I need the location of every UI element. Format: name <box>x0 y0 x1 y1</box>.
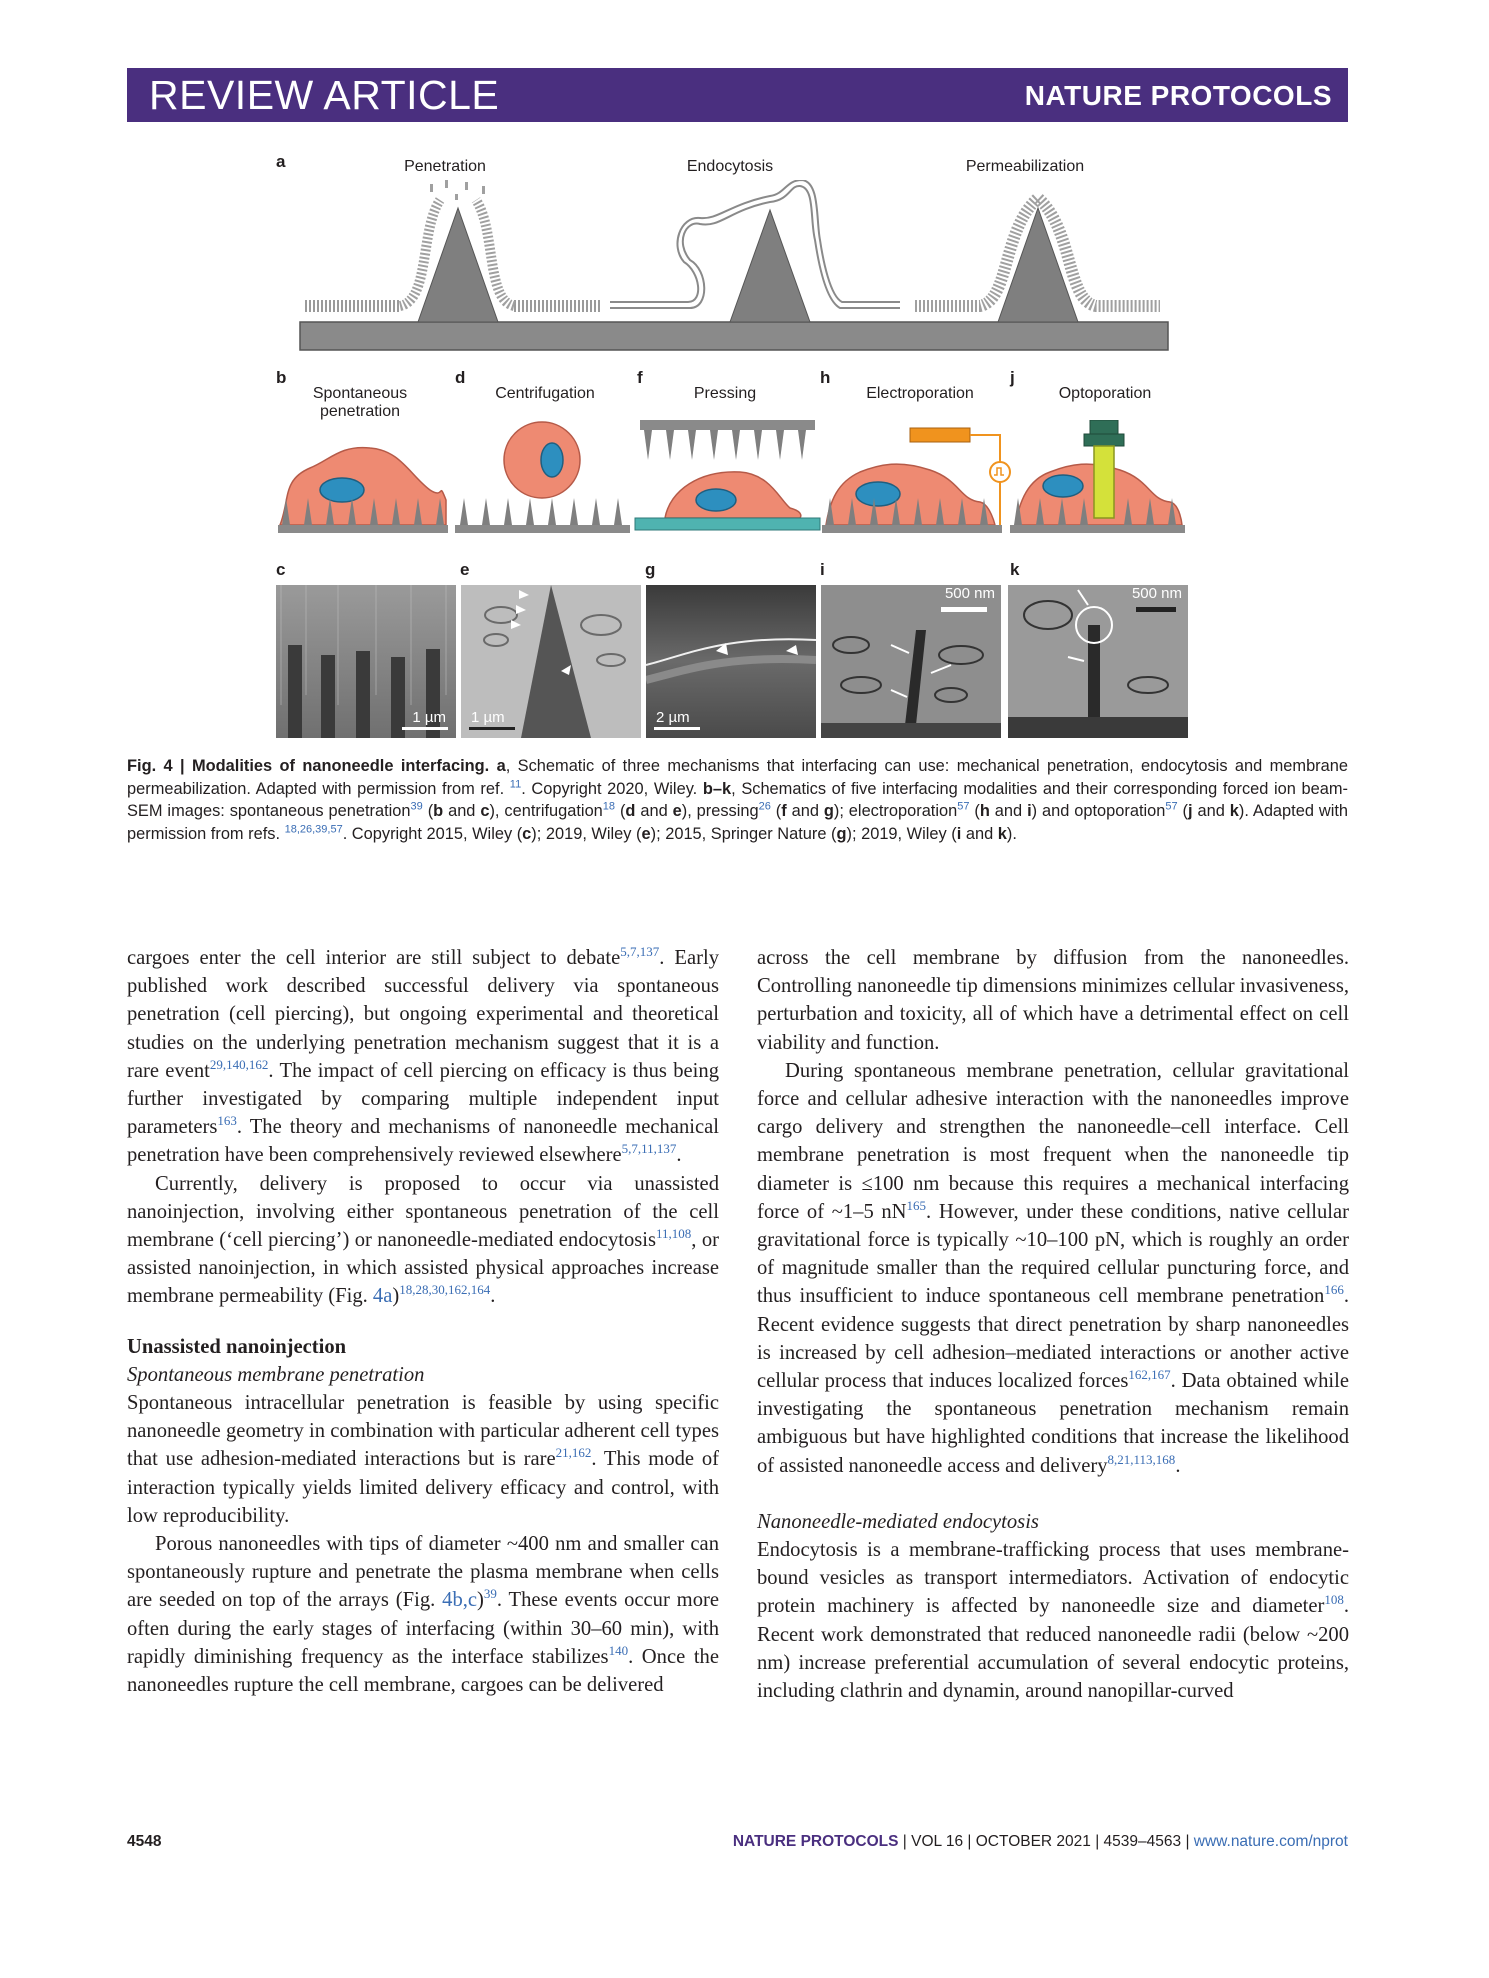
citation[interactable]: 108 <box>1324 1592 1344 1608</box>
scale-i: 500 nm <box>944 585 995 602</box>
citation[interactable]: 57 <box>957 800 970 813</box>
citation[interactable]: 166 <box>1324 1282 1344 1298</box>
citation[interactable]: 39 <box>483 1586 497 1602</box>
panel-b-title: Spontaneous penetration <box>312 385 408 420</box>
figure-link[interactable]: 4b,c <box>442 1589 478 1612</box>
figure-link[interactable]: 4a <box>372 1285 393 1308</box>
panel-label-g: g <box>645 560 656 579</box>
panel-label-j: j <box>1010 368 1015 387</box>
article-type: REVIEW ARTICLE <box>149 72 500 118</box>
scale-e: 1 µm <box>471 709 505 726</box>
citation[interactable]: 18,26,39,57 <box>284 823 343 836</box>
footer-info: NATURE PROTOCOLS | VOL 16 | OCTOBER 2021 | 4539–4563 | www.nature.com/nprot <box>732 1833 1348 1850</box>
right-column <box>757 944 1349 1705</box>
journal-url[interactable]: www.nature.com/nprot <box>1193 1833 1348 1850</box>
page-number: 4548 <box>127 1833 162 1850</box>
citation[interactable]: 39 <box>410 800 423 813</box>
citation[interactable]: 140 <box>608 1643 629 1659</box>
panel-label-f: f <box>637 368 643 387</box>
schematic-centrifugation <box>455 422 630 533</box>
panel-label-a: a <box>276 152 286 171</box>
journal-name: NATURE PROTOCOLS <box>1024 80 1332 111</box>
citation[interactable]: 163 <box>217 1113 237 1129</box>
row2-schematics <box>270 420 1190 540</box>
em-image-c <box>276 585 456 738</box>
citation[interactable]: 165 <box>906 1197 927 1213</box>
em-image-i <box>821 585 1001 738</box>
paragraph: Spontaneous intracellular penetration is feasible by using specific nanoneedle geometry in combination with particular adherent cell types that use adhesion-mediated interactions but is rare$^{21,162}$. This mode of interaction typically yields limited delivery efficacy and control, with low reproducibility. <box>127 1392 719 1527</box>
citation[interactable]: 11,108 <box>656 1226 692 1242</box>
schematic-spontaneous <box>278 448 448 533</box>
panel-label-c: c <box>276 560 286 579</box>
citation[interactable]: 5,7,137 <box>620 944 660 960</box>
paragraph: Endocytosis is a membrane-trafficking process that uses membrane-bound vesicles as transport intermediators. Activation of endocytic protein machinery is affected by nanoneedle size and diameter$^{108}$. Recent work demonstrated that reduced nanoneedle radii (below ~200 nm) increase preferential accumulation of several endocytic proteins, including clathrin and dynamin, around nanopillar-curved <box>757 1539 1349 1703</box>
panel-label-h: h <box>820 368 831 387</box>
citation[interactable]: 11 <box>509 778 522 791</box>
panel-j-title: Optoporation <box>1058 385 1152 402</box>
subsection-heading: Spontaneous membrane penetration <box>127 1363 425 1386</box>
em-image-g <box>646 585 816 738</box>
paragraph: cargoes enter the cell interior are still subject to debate$^{5,7,137}$. Early published work described successful delivery via spontaneous penetration (cell piercing), but ongoing experimental and theoretical studies on the underlying penetration mechanism suggest that it is a rare event$^{29,140,162}$. The impact of cell piercing on efficacy is thus being further investigated by comparing multiple independent input parameters$^{163}$. The theory and mechanisms of nanoneedle mechanical penetration have been comprehensively reviewed elsewhere$^{5,7,11,137}$. <box>127 944 719 1167</box>
panel-a-title-permeabilization: Permeabilization <box>965 158 1085 175</box>
paragraph: across the cell membrane by diffusion from the nanoneedles. Controlling nanoneedle tip dimensions minimizes cellular invasiveness, perturbation and toxicity, all of which have a detrimental effect on cell viability and function. <box>757 947 1349 1054</box>
citation[interactable]: 21,162 <box>555 1445 592 1461</box>
paragraph: Porous nanoneedles with tips of diameter ~400 nm and smaller can spontaneously rupture and penetrate the plasma membrane when cells are seeded on top of the arrays (Fig. 4b,c)$^{39}$. These events occur more often during the early stages of interfacing (within 30–60 min), with rapidly diminishing frequency as the interface stabilizes$^{140}$. Once the nanoneedles rupture the cell membrane, cargoes can be delivered <box>127 1533 719 1697</box>
citation[interactable]: 8,21,113,168 <box>1107 1451 1176 1467</box>
scale-c: 1 µm <box>412 709 446 726</box>
panel-label-e: e <box>460 560 470 579</box>
citation[interactable]: 162,167 <box>1128 1367 1171 1383</box>
caption-title: Fig. 4 | Modalities of nanoneedle interfacing. <box>127 757 490 775</box>
em-image-e <box>461 585 641 738</box>
citation[interactable]: 18 <box>602 800 616 813</box>
citation[interactable]: 5,7,11,137 <box>621 1141 677 1157</box>
schematic-electroporation <box>822 428 1010 533</box>
scale-k: 500 nm <box>1131 585 1182 602</box>
panel-f-title: Pressing <box>693 385 757 402</box>
paragraph: Currently, delivery is proposed to occur via unassisted nanoinjection, involving either spontaneous penetration of the cell membrane (‘cell piercing’) or nanoneedle-mediated endocytosis$^{11,108}$, or assisted nanoinjection, in which assisted physical approaches increase membrane permeability (Fig. 4a)$^{18,28,30,162,164}$. <box>127 1172 719 1308</box>
citation[interactable]: 57 <box>1165 800 1178 813</box>
figure-caption: Fig. 4 | Modalities of nanoneedle interfacing. a, Schematic of three mechanisms that interfacing can use: mechanical penetration, endocytosis and membrane permeabilization. Adapted with permission from ref. $^{11}$. Copyright 2020, Wiley. b–k, Schematics of five interfacing modalities and their corresponding forced ion beam-SEM images: spontaneous penetration$^{39}$ (b and c), centrifugation$^{18}$ (d and e), pressing$^{26}$ (f and g); electroporation$^{57}$ (h and i) and optoporation$^{57}$ (j and k). Adapted with permission from refs. $^{18,26,39,57}$. Copyright 2015, Wiley (c); 2019, Wiley (e); 2015, Springer Nature (g); 2019, Wiley (i and k). <box>127 757 1349 843</box>
schematic-pressing <box>635 420 820 530</box>
citation[interactable]: 29,140,162 <box>209 1056 269 1072</box>
panel-label-k: k <box>1010 560 1020 579</box>
subsection-heading: Nanoneedle-mediated endocytosis <box>757 1510 1039 1533</box>
scale-g: 2 µm <box>656 709 690 726</box>
panel-label-b: b <box>276 368 287 387</box>
panel-a-title-penetration: Penetration <box>404 158 486 175</box>
panel-a-title-endocytosis: Endocytosis <box>686 158 774 175</box>
schematic-optoporation <box>1010 420 1185 533</box>
em-image-k <box>1008 585 1188 738</box>
panel-label-i: i <box>820 560 825 579</box>
panel-d-title: Centrifugation <box>495 385 595 402</box>
section-heading: Unassisted nanoinjection <box>127 1335 347 1358</box>
panel-label-d: d <box>455 368 466 387</box>
citation[interactable]: 26 <box>758 800 771 813</box>
panel-h-title: Electroporation <box>866 385 974 402</box>
panel-a-schematic <box>290 180 1180 360</box>
figure-4 <box>0 0 1489 760</box>
citation[interactable]: 18,28,30,162,164 <box>399 1282 491 1298</box>
left-column <box>127 944 719 1699</box>
paragraph: During spontaneous membrane penetration, cellular gravitational force and cellular adhesive interaction with the nanoneedles improve cargo delivery and strengthen the nanoneedle–cell interface. Cell membrane penetration is most frequent when the nanoneedle tip diameter is ≤100 nm because this requires a mechanical interfacing force of ~1–5 $nN^{165}$. However, under these conditions, native cellular gravitational force is typically ~10–100 pN, which is roughly an order of magnitude smaller than the required cellular puncturing force, and thus insufficient to induce spontaneous cell membrane penetration$^{166}$. Recent evidence suggests that direct penetration by sharp nanoneedles is increased by cell adhesion–mediated interactions or another active cellular process that induces localized forces$^{162,167}$. Data obtained while investigating the spontaneous penetration mechanism remain ambiguous but have highlighted conditions that increase the likelihood of assisted nanoneedle access and delivery$^{8,21,113,168}$. <box>757 1059 1349 1477</box>
